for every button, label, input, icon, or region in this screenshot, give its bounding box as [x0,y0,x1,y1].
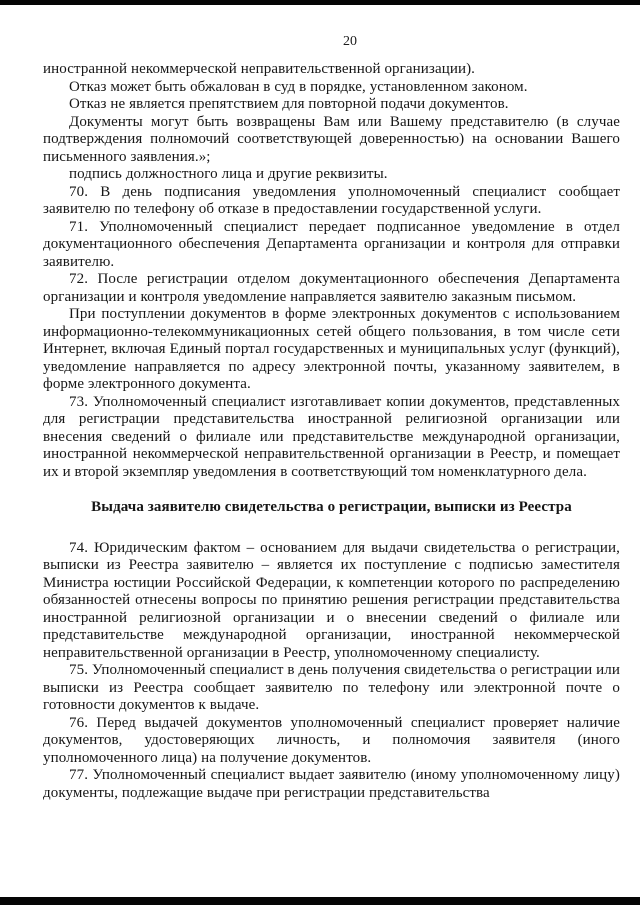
document-body [43,61,620,802]
paragraph: Отказ может быть обжалован в суд в порядке, установленном законом. [69,78,528,95]
section-heading: Выдача заявителю свидетельства о регистрации, выписки из Реестра [91,499,572,515]
scan-edge-artifact-bottom [0,897,640,905]
paragraph-item-77: 77. Уполномоченный специалист выдает заявителю (иному уполномоченному лицу) документы, подлежащие выдаче при регистрации представительства [43,767,620,801]
paragraph-continuation: иностранной некоммерческой неправительственной организации). [43,61,476,77]
page-number: 20 [343,34,357,49]
paragraph: подпись должностного лица и другие реквизиты. [69,166,388,182]
paragraph-item-76: 76. Перед выдачей документов уполномоченный специалист проверяет наличие документов, удостоверяющих личность, и полномочия заявителя (иного уполномоченного лица) на получение документов. [43,714,620,766]
paragraph: При поступлении документов в форме электронных документов с использованием информационно-телекоммуникационных сетей общего пользования, в том числе сети Интернет, включая Единый портал государственных и муниципальных услуг (функций), уведомление направляется по адресу электронной почты, указанному заявителем, в форме электронного документа. [43,306,620,392]
paragraph-item-70: 70. В день подписания уведомления уполномоченный специалист сообщает заявителю по телефону об отказе в предоставлении государственной услуги. [43,183,620,217]
paragraph-item-72: 72. После регистрации отделом документационного обеспечения Департамента организации и контроля уведомление направляется заявителю заказным письмом. [43,271,620,305]
scan-edge-artifact-top [0,0,640,5]
paragraph-item-75: 75. Уполномоченный специалист в день получения свидетельства о регистрации или выписки из Реестра сообщает заявителю по телефону или электронной почте о готовности документов к выдаче. [43,662,620,713]
paragraph-item-73: 73. Уполномоченный специалист изготавливает копии документов, представленных для регистрации представительства иностранной религиозной организации или внесения сведений о филиале или представительстве международной организации, иностранной некоммерческой неправительственной организации в Реестр, и помещает их и второй экземпляр уведомления в соответствующий том номенклатурного дела. [43,393,620,480]
paragraph: Документы могут быть возвращены Вам или Вашему представителю (в случае подтверждения полномочий соответствующей доверенностью) на основании Вашего письменного заявления.»; [43,113,620,165]
paragraph: Отказ не является препятствием для повторной подачи документов. [69,96,509,112]
paragraph-item-74: 74. Юридическим фактом – основанием для выдачи свидетельства о регистрации, выписки из Реестра заявителю – является их поступление с подписью заместителя Министра юстиции Российской Федерации, к компетенции которого по распределению обязанностей отнесены вопросы по принятию решения регистрации представительства иностранной религиозной организации и о внесении сведений о филиале или представительстве международной организации, иностранной некоммерческой неправительственной организации в Реестр, уполномоченному специалисту. [43,539,620,661]
paragraph-item-71: 71. Уполномоченный специалист передает подписанное уведомление в отдел документационного обеспечения Департамента организации и контроля для отправки заявителю. [43,218,620,270]
